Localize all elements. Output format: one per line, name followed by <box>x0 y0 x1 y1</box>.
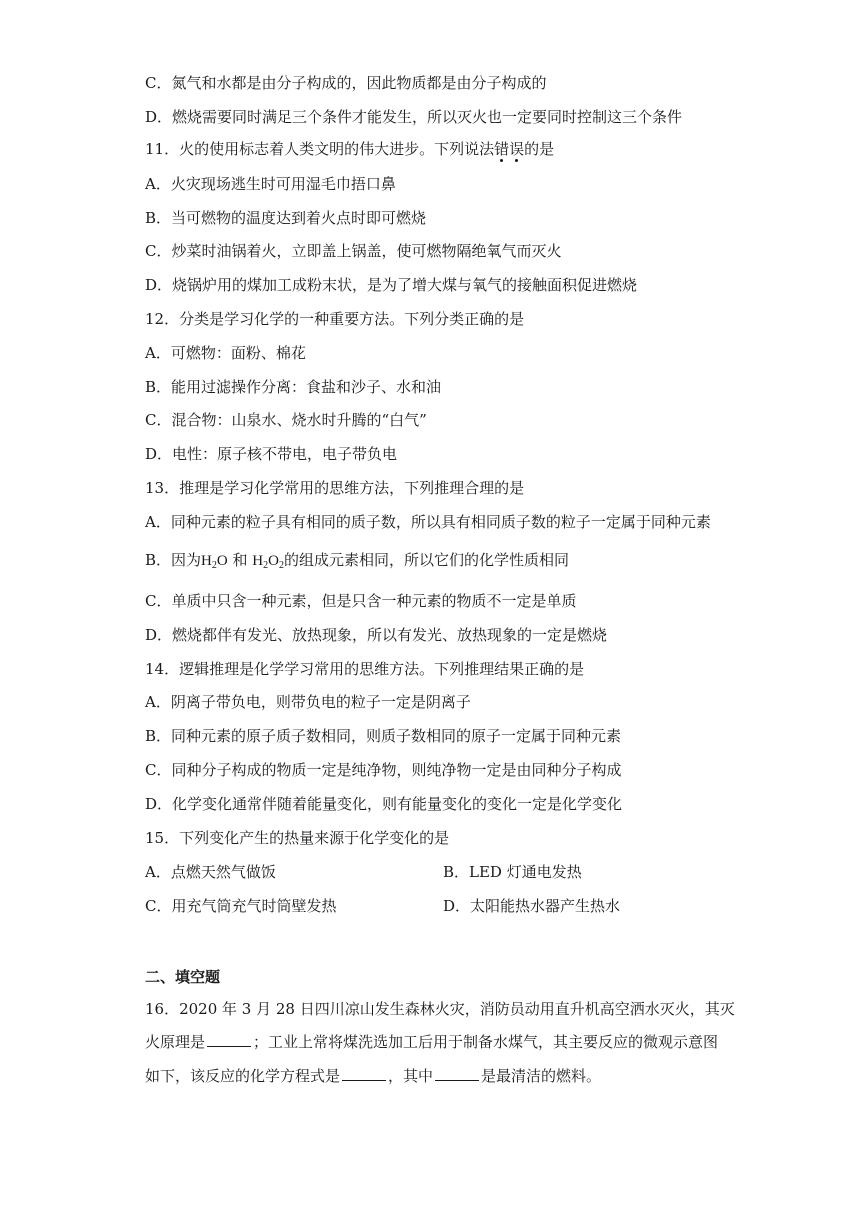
q16-text: 火原理是 <box>145 1033 206 1051</box>
section-heading-fill-in: 二、填空题 <box>145 968 221 986</box>
q13-option-a: A．同种元素的粒子具有相同的质子数，所以具有相同质子数的粒子一定属于同种元素 <box>145 513 711 531</box>
q16-text: ，其中 <box>388 1067 434 1085</box>
q15-option-d: D．太阳能热水器产生热水 <box>443 897 621 915</box>
q16-line-2 <box>145 1032 718 1052</box>
q16-text: 如下，该反应的化学方程式是 <box>145 1067 341 1085</box>
q11-option-d: D．烧锅炉用的煤加工成粉末状，是为了增大煤与氧气的接触面积促进燃烧 <box>145 276 638 294</box>
q13b-text-3: 的组成元素相同，所以它们的化学性质相同 <box>283 551 569 569</box>
answer-blank-1[interactable] <box>207 1032 251 1047</box>
answer-blank-2[interactable] <box>342 1066 386 1081</box>
q11-stem <box>145 139 554 159</box>
q15-stem: 15．下列变化产生的热量来源于化学变化的是 <box>145 829 450 847</box>
q14-stem: 14．逻辑推理是化学学习常用的思维方法。下列推理结果正确的是 <box>145 660 585 678</box>
q12-option-d: D．电性：原子核不带电，电子带负电 <box>145 445 398 463</box>
q13-option-d: D．燃烧都伴有发光、放热现象，所以有发光、放热现象的一定是燃烧 <box>145 626 608 644</box>
q16-text: 是最清洁的燃料。 <box>481 1067 602 1085</box>
q12-stem: 12．分类是学习化学的一种重要方法。下列分类正确的是 <box>145 310 525 328</box>
q11-stem-text: 11．火的使用标志着人类文明的伟大进步。下列说法 <box>145 140 495 158</box>
q16-line-3 <box>145 1066 601 1086</box>
q16-line-1: 16．2020 年 3 月 28 日四川凉山发生森林火灾，消防员动用直升机高空洒水灭火，其灭 <box>145 1000 735 1018</box>
q12-option-a: A．可燃物：面粉、棉花 <box>145 344 306 362</box>
formula-h2o2: $H_2O_2$ <box>252 553 284 571</box>
q12-option-c: C．混合物：山泉水、烧水时升腾的“白气” <box>145 411 427 429</box>
q11-option-b: B．当可燃物的温度达到着火点时即可燃烧 <box>145 209 427 227</box>
q12-option-b: B．能用过滤操作分离：食盐和沙子、水和油 <box>145 378 442 396</box>
q10-option-c: C．氮气和水都是由分子构成的，因此物质都是由分子构成的 <box>145 74 547 92</box>
q13-stem: 13．推理是学习化学常用的思维方法，下列推理合理的是 <box>145 479 525 497</box>
q15-option-c: C．用充气筒充气时筒壁发热 <box>145 897 337 915</box>
q11-option-a: A．火灾现场逃生时可用湿毛巾捂口鼻 <box>145 175 396 193</box>
q13b-text-2: 和 <box>232 551 248 569</box>
q11-emphasis-char-1: 错 <box>494 140 510 158</box>
q14-option-a: A．阴离子带负电，则带负电的粒子一定是阴离子 <box>145 693 471 711</box>
answer-blank-3[interactable] <box>435 1066 479 1081</box>
formula-h2o: $H_2O$ <box>201 553 228 571</box>
q11-option-c: C．炒菜时油锅着火，立即盖上锅盖，使可燃物隔绝氧气而灭火 <box>145 242 562 260</box>
q15-option-a: A．点燃天然气做饭 <box>145 863 276 881</box>
q11-emphasis-char-2: 误 <box>509 140 525 158</box>
q14-option-b: B．同种元素的原子质子数相同，则质子数相同的原子一定属于同种元素 <box>145 727 622 745</box>
q14-option-c: C．同种分子构成的物质一定是纯净物，则纯净物一定是由同种分子构成 <box>145 761 622 779</box>
q14-option-d: D．化学变化通常伴随着能量变化，则有能量变化的变化一定是化学变化 <box>145 795 623 813</box>
q15-option-b: B．LED 灯通电发热 <box>443 863 582 881</box>
q13-option-c: C．单质中只含一种元素，但是只含一种元素的物质不一定是单质 <box>145 592 577 610</box>
q13-option-b <box>145 550 569 571</box>
q11-stem-suffix: 的是 <box>524 140 555 158</box>
q13b-text-1: B．因为 <box>145 551 202 569</box>
q10-option-d: D．燃烧需要同时满足三个条件才能发生，所以灭火也一定要同时控制这三个条件 <box>145 108 683 126</box>
q16-text: ；工业上常将煤洗选加工后用于制备水煤气，其主要反应的微观示意图 <box>253 1033 719 1051</box>
